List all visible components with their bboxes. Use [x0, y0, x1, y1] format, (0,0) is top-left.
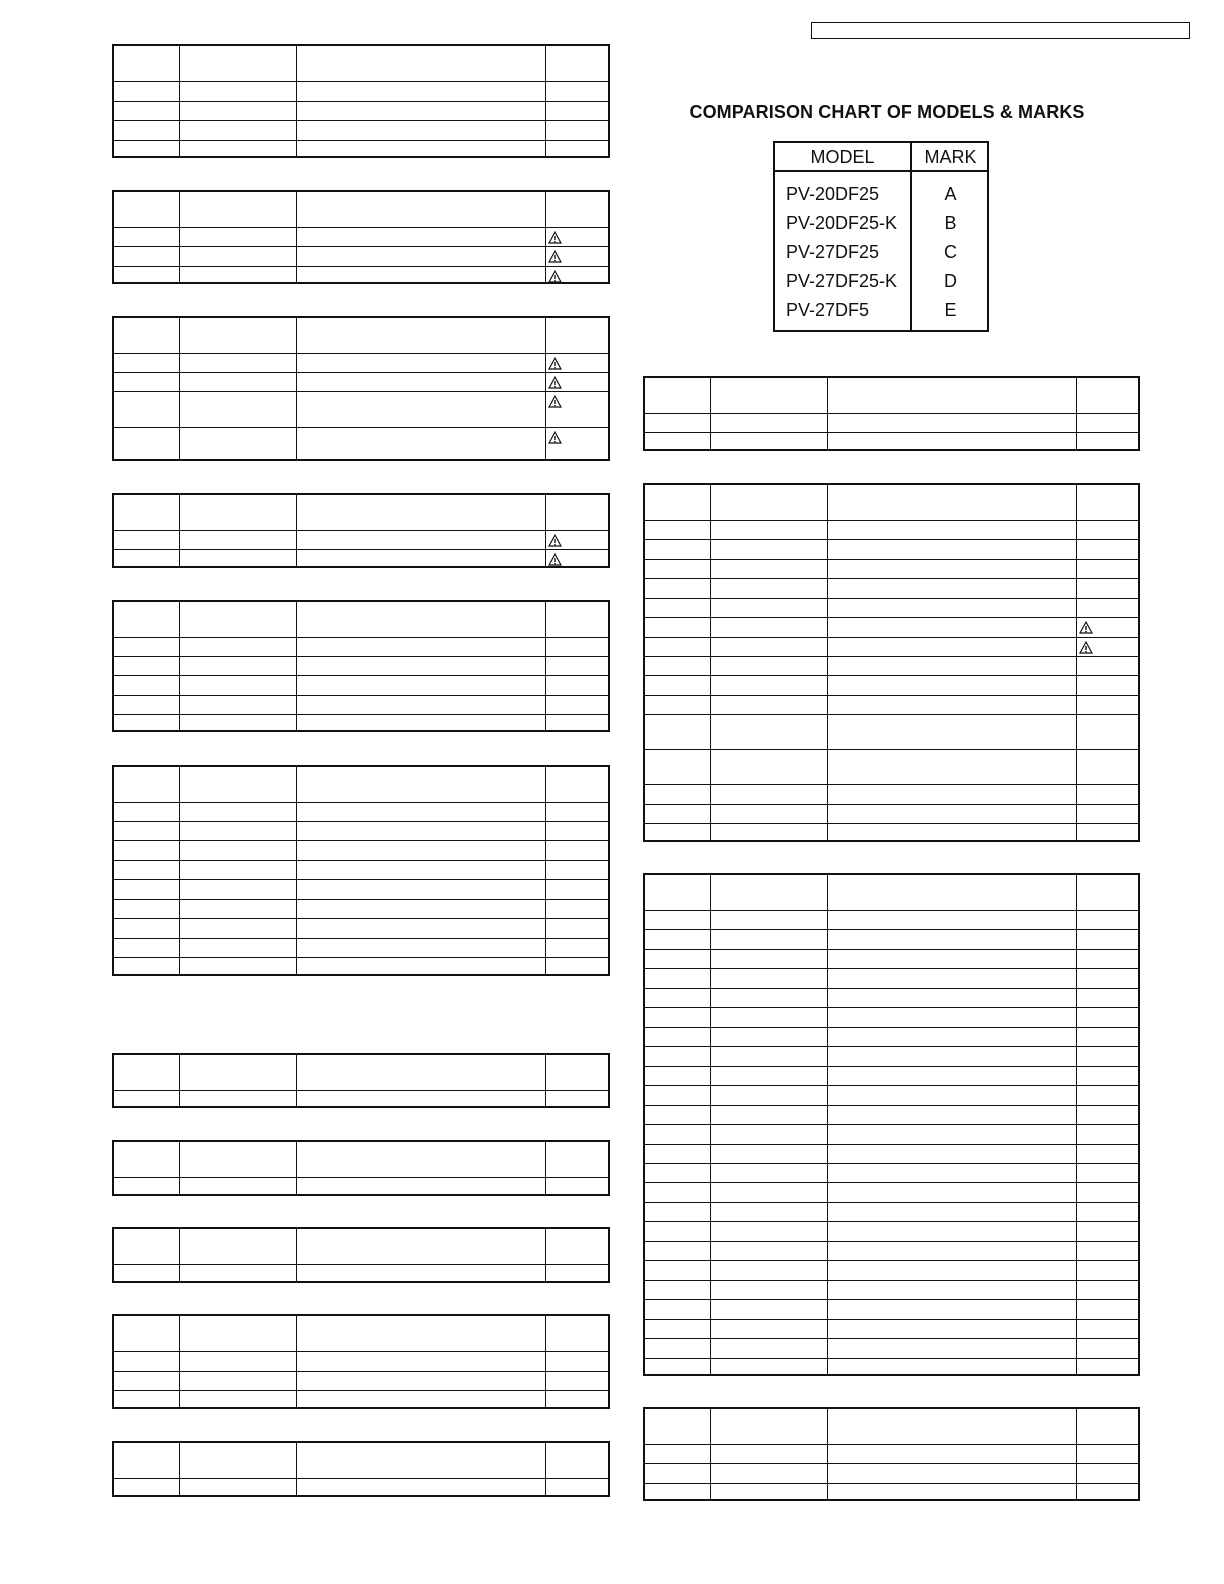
column-line: [827, 1409, 828, 1499]
page-title: COMPARISON CHART OF MODELS & MARKS: [689, 102, 1085, 122]
row-line: [645, 1280, 1138, 1281]
column-line: [179, 192, 180, 282]
row-line: [645, 432, 1138, 433]
parts-list-table: [643, 483, 1140, 842]
row-line: [645, 656, 1138, 657]
row-line: [645, 1444, 1138, 1445]
column-line: [545, 1316, 546, 1407]
row-line: [645, 617, 1138, 618]
column-line: [545, 602, 546, 730]
model-cell: PV-27DF5: [786, 300, 870, 320]
row-line: [114, 1090, 608, 1091]
warning-triangle-icon: [548, 270, 562, 283]
row-line: [114, 391, 608, 392]
column-line: [179, 318, 180, 459]
row-line: [645, 784, 1138, 785]
row-line: [114, 1264, 608, 1265]
warning-triangle-icon: [548, 431, 562, 444]
column-line: [545, 318, 546, 459]
model-cell: PV-27DF25: [786, 242, 880, 262]
row-line: [645, 695, 1138, 696]
row-line: [114, 821, 608, 822]
column-line: [179, 1142, 180, 1194]
row-line: [114, 860, 608, 861]
column-line: [296, 318, 297, 459]
parts-list-table: [112, 493, 610, 568]
row-line: [114, 1177, 608, 1178]
row-line: [645, 823, 1138, 824]
row-line: [645, 559, 1138, 560]
column-line: [545, 1055, 546, 1106]
warning-triangle-icon: [548, 534, 562, 547]
model-cell: PV-20DF25-K: [786, 213, 898, 233]
parts-list-table: [112, 1227, 610, 1283]
row-line: [645, 1202, 1138, 1203]
warning-triangle-icon: [548, 376, 562, 389]
row-line: [114, 101, 608, 102]
row-line: [645, 675, 1138, 676]
row-line: [645, 578, 1138, 579]
warning-triangle-icon: [1079, 641, 1093, 654]
model-header: MODEL: [810, 147, 875, 167]
mark-cell: D: [944, 271, 957, 291]
model-cell: PV-27DF25-K: [786, 271, 898, 291]
mark-cell: E: [944, 300, 957, 320]
warning-triangle-icon: [548, 250, 562, 263]
row-line: [114, 120, 608, 121]
row-line: [645, 1105, 1138, 1106]
row-line: [645, 598, 1138, 599]
column-line: [1076, 1409, 1077, 1499]
column-line: [545, 767, 546, 974]
row-line: [114, 427, 608, 428]
row-line: [114, 938, 608, 939]
row-line: [114, 802, 608, 803]
warning-triangle-icon: [548, 395, 562, 408]
row-line: [114, 530, 608, 531]
row-line: [114, 1390, 608, 1391]
row-line: [645, 949, 1138, 950]
column-line: [545, 1443, 546, 1495]
column-line: [179, 1316, 180, 1407]
row-line: [645, 1221, 1138, 1222]
page-header-box: [811, 22, 1190, 39]
mark-header: MARK: [924, 147, 977, 167]
column-line: [296, 1055, 297, 1106]
row-line: [114, 957, 608, 958]
row-line: [114, 353, 608, 354]
row-line: [114, 918, 608, 919]
parts-list-table: [643, 873, 1140, 1376]
row-line: [114, 1371, 608, 1372]
parts-list-table: [112, 765, 610, 976]
row-line: [114, 899, 608, 900]
row-line: [114, 879, 608, 880]
column-line: [179, 1229, 180, 1281]
row-line: [645, 968, 1138, 969]
column-line: [545, 1142, 546, 1194]
column-line: [179, 767, 180, 974]
row-line: [114, 1478, 608, 1479]
row-line: [114, 372, 608, 373]
warning-triangle-icon: [548, 553, 562, 566]
row-line: [645, 1483, 1138, 1484]
row-line: [645, 929, 1138, 930]
column-line: [545, 1229, 546, 1281]
column-line: [179, 1443, 180, 1495]
row-line: [645, 520, 1138, 521]
row-line: [114, 227, 608, 228]
parts-list-table: [112, 190, 610, 284]
warning-triangle-icon: [548, 231, 562, 244]
column-line: [296, 1229, 297, 1281]
row-line: [645, 910, 1138, 911]
column-line: [296, 1316, 297, 1407]
row-line: [645, 1144, 1138, 1145]
column-line: [296, 192, 297, 282]
row-line: [645, 1299, 1138, 1300]
row-line: [645, 804, 1138, 805]
row-line: [645, 1007, 1138, 1008]
row-line: [114, 266, 608, 267]
parts-list-table: [643, 1407, 1140, 1501]
row-line: [114, 549, 608, 550]
column-line: [296, 1142, 297, 1194]
warning-triangle-icon: [548, 357, 562, 370]
row-line: [645, 714, 1138, 715]
column-line: [179, 602, 180, 730]
row-line: [645, 1066, 1138, 1067]
header-divider: [775, 170, 987, 172]
mark-cell: C: [944, 242, 957, 262]
parts-list-table: [112, 1053, 610, 1108]
model-mark-chart: [773, 141, 989, 332]
mark-cell: A: [944, 184, 957, 204]
row-line: [645, 1338, 1138, 1339]
row-line: [114, 675, 608, 676]
row-line: [645, 1085, 1138, 1086]
row-line: [645, 1182, 1138, 1183]
parts-list-table: [112, 1314, 610, 1409]
row-line: [114, 637, 608, 638]
column-line: [179, 1055, 180, 1106]
row-line: [645, 1163, 1138, 1164]
row-line: [114, 140, 608, 141]
row-line: [645, 1463, 1138, 1464]
row-line: [645, 749, 1138, 750]
column-line: [545, 192, 546, 282]
column-line: [296, 1443, 297, 1495]
parts-list-table: [112, 600, 610, 732]
row-line: [645, 413, 1138, 414]
row-line: [114, 695, 608, 696]
warning-triangle-icon: [1079, 621, 1093, 634]
row-line: [645, 1358, 1138, 1359]
row-line: [645, 1241, 1138, 1242]
parts-list-table: [112, 44, 610, 158]
column-line: [296, 767, 297, 974]
row-line: [645, 1027, 1138, 1028]
row-line: [645, 1046, 1138, 1047]
parts-list-table: [112, 316, 610, 461]
row-line: [645, 1260, 1138, 1261]
parts-list-table: [112, 1140, 610, 1196]
row-line: [114, 840, 608, 841]
row-line: [114, 1351, 608, 1352]
row-line: [114, 656, 608, 657]
column-line: [710, 1409, 711, 1499]
parts-list-table: [112, 1441, 610, 1497]
column-line: [296, 602, 297, 730]
row-line: [645, 1124, 1138, 1125]
parts-list-table: [643, 376, 1140, 451]
row-line: [645, 637, 1138, 638]
row-line: [114, 81, 608, 82]
row-line: [114, 714, 608, 715]
row-line: [645, 539, 1138, 540]
row-line: [114, 246, 608, 247]
mark-cell: B: [944, 213, 957, 233]
model-cell: PV-20DF25: [786, 184, 880, 204]
row-line: [645, 988, 1138, 989]
row-line: [645, 1319, 1138, 1320]
